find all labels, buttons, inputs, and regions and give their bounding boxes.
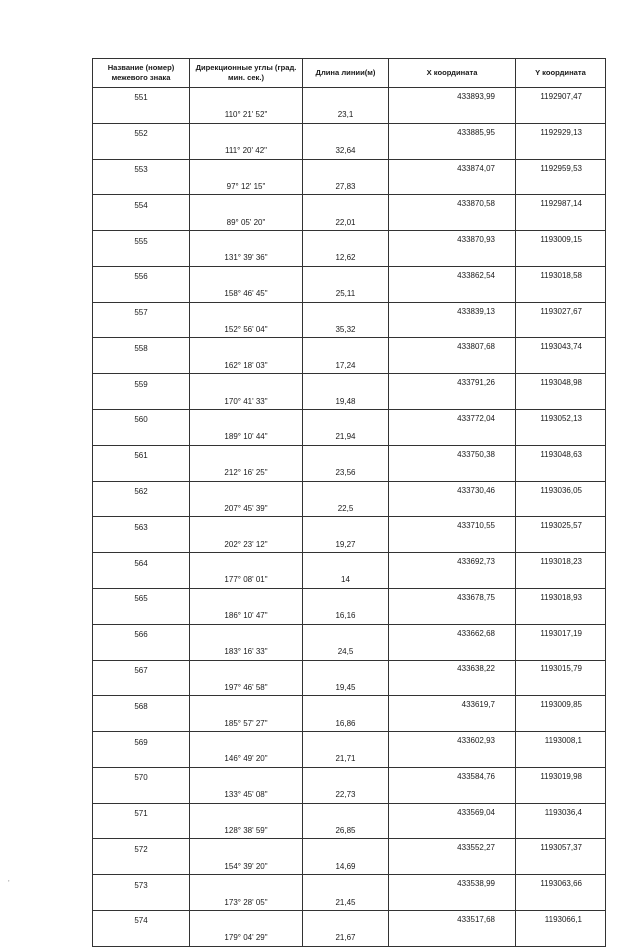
line-length: 25,11 [303, 285, 389, 302]
empty-cell [190, 231, 303, 249]
line-length: 22,5 [303, 499, 389, 516]
empty-cell [516, 893, 606, 910]
empty-cell [389, 249, 516, 266]
empty-cell [516, 392, 606, 409]
y-coordinate: 1192987,14 [516, 195, 606, 213]
empty-cell [303, 88, 389, 106]
table-row [93, 177, 606, 194]
coordinates-sheet [92, 58, 605, 947]
empty-cell [303, 839, 389, 857]
table-row [93, 660, 606, 678]
table-row [93, 714, 606, 731]
empty-cell [389, 285, 516, 302]
y-coordinate: 1193043,74 [516, 338, 606, 356]
empty-cell [303, 588, 389, 606]
empty-cell [516, 356, 606, 373]
empty-cell [389, 356, 516, 373]
table-row [93, 231, 606, 249]
x-coordinate: 433678,75 [389, 588, 516, 606]
y-coordinate: 1193009,15 [516, 231, 606, 249]
empty-cell [93, 857, 190, 874]
mark-name: 563 [93, 517, 190, 535]
empty-cell [93, 893, 190, 910]
empty-cell [190, 123, 303, 141]
empty-cell [516, 571, 606, 588]
empty-cell [303, 803, 389, 821]
table-row [93, 517, 606, 535]
empty-cell [516, 428, 606, 445]
direction-angle: 154° 39' 20" [190, 857, 303, 874]
x-coordinate: 433692,73 [389, 553, 516, 571]
empty-cell [190, 445, 303, 463]
direction-angle: 162° 18' 03" [190, 356, 303, 373]
line-length: 17,24 [303, 356, 389, 373]
y-coordinate: 1192929,13 [516, 123, 606, 141]
header-y: Y координата [516, 59, 606, 88]
empty-cell [93, 356, 190, 373]
line-length: 24,5 [303, 643, 389, 660]
direction-angle: 133° 45' 08" [190, 786, 303, 803]
empty-cell [303, 624, 389, 642]
empty-cell [303, 481, 389, 499]
table-row [93, 195, 606, 213]
mark-name: 566 [93, 624, 190, 642]
empty-cell [93, 929, 190, 946]
table-row [93, 839, 606, 857]
empty-cell [389, 643, 516, 660]
direction-angle: 97° 12' 15" [190, 177, 303, 194]
empty-cell [93, 392, 190, 409]
y-coordinate: 1193048,63 [516, 445, 606, 463]
table-row [93, 929, 606, 946]
mark-name: 558 [93, 338, 190, 356]
line-length: 26,85 [303, 822, 389, 839]
table-row [93, 732, 606, 750]
table-row [93, 285, 606, 302]
x-coordinate: 433750,38 [389, 445, 516, 463]
y-coordinate: 1192907,47 [516, 88, 606, 106]
empty-cell [516, 643, 606, 660]
y-coordinate: 1193066,1 [516, 910, 606, 928]
table-row [93, 213, 606, 230]
empty-cell [190, 588, 303, 606]
mark-name: 554 [93, 195, 190, 213]
empty-cell [93, 786, 190, 803]
empty-cell [516, 714, 606, 731]
empty-cell [516, 929, 606, 946]
header-name: Название (номер) межевого знака [93, 59, 190, 88]
empty-cell [303, 767, 389, 785]
empty-cell [303, 374, 389, 392]
table-row [93, 374, 606, 392]
direction-angle: 179° 04' 29" [190, 929, 303, 946]
direction-angle: 111° 20' 42" [190, 142, 303, 159]
table-row [93, 106, 606, 123]
y-coordinate: 1193018,93 [516, 588, 606, 606]
line-length: 21,94 [303, 428, 389, 445]
table-row [93, 338, 606, 356]
line-length: 23,56 [303, 464, 389, 481]
empty-cell [93, 106, 190, 123]
y-coordinate: 1193048,98 [516, 374, 606, 392]
mark-name: 571 [93, 803, 190, 821]
x-coordinate: 433862,54 [389, 266, 516, 284]
empty-cell [389, 321, 516, 338]
empty-cell [516, 213, 606, 230]
x-coordinate: 433584,76 [389, 767, 516, 785]
direction-angle: 207° 45' 39" [190, 499, 303, 516]
line-length: 23,1 [303, 106, 389, 123]
table-row [93, 624, 606, 642]
empty-cell [190, 553, 303, 571]
line-length: 16,16 [303, 607, 389, 624]
empty-cell [303, 338, 389, 356]
table-row [93, 910, 606, 928]
table-row [93, 875, 606, 893]
x-coordinate: 433552,27 [389, 839, 516, 857]
table-row [93, 553, 606, 571]
line-length: 16,86 [303, 714, 389, 731]
empty-cell [389, 714, 516, 731]
empty-cell [93, 321, 190, 338]
mark-name: 572 [93, 839, 190, 857]
empty-cell [190, 266, 303, 284]
empty-cell [516, 607, 606, 624]
direction-angle: 202° 23' 12" [190, 535, 303, 552]
mark-name: 561 [93, 445, 190, 463]
empty-cell [303, 553, 389, 571]
empty-cell [303, 410, 389, 428]
mark-name: 553 [93, 159, 190, 177]
direction-angle: 131° 39' 36" [190, 249, 303, 266]
empty-cell [190, 839, 303, 857]
empty-cell [190, 767, 303, 785]
empty-cell [516, 285, 606, 302]
empty-cell [93, 499, 190, 516]
table-row [93, 857, 606, 874]
x-coordinate: 433602,93 [389, 732, 516, 750]
mark-name: 560 [93, 410, 190, 428]
mark-name: 569 [93, 732, 190, 750]
header-angles: Дирекционные углы (град. мин. сек.) [190, 59, 303, 88]
y-coordinate: 1193018,23 [516, 553, 606, 571]
x-coordinate: 433772,04 [389, 410, 516, 428]
empty-cell [516, 750, 606, 767]
x-coordinate: 433569,04 [389, 803, 516, 821]
empty-cell [93, 213, 190, 230]
empty-cell [190, 875, 303, 893]
mark-name: 555 [93, 231, 190, 249]
header-length: Длина линии(м) [303, 59, 389, 88]
table-body [93, 88, 606, 947]
y-coordinate: 1193036,4 [516, 803, 606, 821]
table-row [93, 571, 606, 588]
empty-cell [516, 499, 606, 516]
empty-cell [93, 285, 190, 302]
y-coordinate: 1193019,98 [516, 767, 606, 785]
empty-cell [93, 678, 190, 695]
y-coordinate: 1193008,1 [516, 732, 606, 750]
line-length: 21,71 [303, 750, 389, 767]
line-length: 22,73 [303, 786, 389, 803]
empty-cell [190, 374, 303, 392]
empty-cell [516, 535, 606, 552]
empty-cell [389, 822, 516, 839]
mark-name: 574 [93, 910, 190, 928]
empty-cell [93, 249, 190, 266]
empty-cell [389, 499, 516, 516]
empty-cell [190, 732, 303, 750]
empty-cell [389, 929, 516, 946]
line-length: 19,45 [303, 678, 389, 695]
empty-cell [303, 875, 389, 893]
empty-cell [190, 660, 303, 678]
empty-cell [389, 177, 516, 194]
line-length: 27,83 [303, 177, 389, 194]
empty-cell [303, 123, 389, 141]
table-row [93, 123, 606, 141]
direction-angle: 189° 10' 44" [190, 428, 303, 445]
mark-name: 556 [93, 266, 190, 284]
direction-angle: 128° 38' 59" [190, 822, 303, 839]
line-length: 32,64 [303, 142, 389, 159]
table-row [93, 410, 606, 428]
table-row [93, 535, 606, 552]
empty-cell [190, 302, 303, 320]
empty-cell [516, 106, 606, 123]
empty-cell [389, 678, 516, 695]
empty-cell [303, 159, 389, 177]
empty-cell [389, 750, 516, 767]
table-row [93, 643, 606, 660]
table-row [93, 607, 606, 624]
table-row [93, 481, 606, 499]
mark-name: 564 [93, 553, 190, 571]
empty-cell [190, 338, 303, 356]
x-coordinate: 433638,22 [389, 660, 516, 678]
empty-cell [389, 428, 516, 445]
empty-cell [303, 231, 389, 249]
mark-name: 573 [93, 875, 190, 893]
y-coordinate: 1193063,66 [516, 875, 606, 893]
line-length: 22,01 [303, 213, 389, 230]
line-length: 19,27 [303, 535, 389, 552]
x-coordinate: 433538,99 [389, 875, 516, 893]
empty-cell [516, 786, 606, 803]
table-row [93, 249, 606, 266]
empty-cell [389, 571, 516, 588]
direction-angle: 212° 16' 25" [190, 464, 303, 481]
empty-cell [93, 142, 190, 159]
empty-cell [516, 177, 606, 194]
empty-cell [303, 266, 389, 284]
mark-name: 570 [93, 767, 190, 785]
x-coordinate: 433791,26 [389, 374, 516, 392]
table-row [93, 767, 606, 785]
direction-angle: 185° 57' 27" [190, 714, 303, 731]
x-coordinate: 433870,58 [389, 195, 516, 213]
table-header-row [93, 59, 606, 88]
x-coordinate: 433874,07 [389, 159, 516, 177]
mark-name: 562 [93, 481, 190, 499]
table-row [93, 445, 606, 463]
x-coordinate: 433839,13 [389, 302, 516, 320]
mark-name: 557 [93, 302, 190, 320]
table-row [93, 88, 606, 106]
direction-angle: 158° 46' 45" [190, 285, 303, 302]
empty-cell [516, 678, 606, 695]
empty-cell [93, 535, 190, 552]
table-row [93, 786, 606, 803]
empty-cell [389, 106, 516, 123]
line-length: 12,62 [303, 249, 389, 266]
empty-cell [516, 321, 606, 338]
direction-angle: 197° 46' 58" [190, 678, 303, 695]
table-row [93, 499, 606, 516]
x-coordinate: 433885,95 [389, 123, 516, 141]
mark-name: 568 [93, 696, 190, 714]
direction-angle: 173° 28' 05" [190, 893, 303, 910]
empty-cell [93, 571, 190, 588]
empty-cell [190, 517, 303, 535]
direction-angle: 89° 05' 20" [190, 213, 303, 230]
table-row [93, 428, 606, 445]
y-coordinate: 1193057,37 [516, 839, 606, 857]
x-coordinate: 433517,68 [389, 910, 516, 928]
empty-cell [389, 213, 516, 230]
direction-angle: 146° 49' 20" [190, 750, 303, 767]
empty-cell [389, 464, 516, 481]
direction-angle: 183° 16' 33" [190, 643, 303, 660]
mark-name: 559 [93, 374, 190, 392]
mark-name: 567 [93, 660, 190, 678]
y-coordinate: 1193015,79 [516, 660, 606, 678]
table-row [93, 696, 606, 714]
empty-cell [516, 142, 606, 159]
header-x: X координата [389, 59, 516, 88]
y-coordinate: 1193009,85 [516, 696, 606, 714]
y-coordinate: 1193036,05 [516, 481, 606, 499]
y-coordinate: 1193027,67 [516, 302, 606, 320]
table-row [93, 750, 606, 767]
empty-cell [516, 249, 606, 266]
empty-cell [190, 910, 303, 928]
table-row [93, 803, 606, 821]
table-row [93, 266, 606, 284]
empty-cell [303, 696, 389, 714]
y-coordinate: 1193052,13 [516, 410, 606, 428]
table-row [93, 159, 606, 177]
table-row [93, 588, 606, 606]
line-length: 35,32 [303, 321, 389, 338]
mark-name: 565 [93, 588, 190, 606]
table-row [93, 464, 606, 481]
empty-cell [190, 803, 303, 821]
margin-mark: , [8, 877, 10, 883]
line-length: 14,69 [303, 857, 389, 874]
empty-cell [190, 481, 303, 499]
table-row [93, 822, 606, 839]
x-coordinate: 433730,46 [389, 481, 516, 499]
y-coordinate: 1193017,19 [516, 624, 606, 642]
empty-cell [389, 142, 516, 159]
empty-cell [303, 445, 389, 463]
direction-angle: 110° 21' 52" [190, 106, 303, 123]
x-coordinate: 433893,99 [389, 88, 516, 106]
empty-cell [93, 464, 190, 481]
empty-cell [389, 607, 516, 624]
direction-angle: 186° 10' 47" [190, 607, 303, 624]
direction-angle: 152° 56' 04" [190, 321, 303, 338]
x-coordinate: 433870,93 [389, 231, 516, 249]
empty-cell [93, 643, 190, 660]
empty-cell [190, 624, 303, 642]
empty-cell [93, 714, 190, 731]
x-coordinate: 433710,55 [389, 517, 516, 535]
empty-cell [190, 410, 303, 428]
empty-cell [93, 428, 190, 445]
empty-cell [389, 392, 516, 409]
empty-cell [190, 696, 303, 714]
empty-cell [516, 822, 606, 839]
empty-cell [93, 750, 190, 767]
empty-cell [516, 464, 606, 481]
table-row [93, 678, 606, 695]
table-row [93, 321, 606, 338]
empty-cell [303, 660, 389, 678]
empty-cell [389, 786, 516, 803]
empty-cell [389, 893, 516, 910]
y-coordinate: 1192959,53 [516, 159, 606, 177]
table-row [93, 356, 606, 373]
empty-cell [93, 177, 190, 194]
empty-cell [303, 517, 389, 535]
empty-cell [389, 535, 516, 552]
empty-cell [303, 732, 389, 750]
x-coordinate: 433807,68 [389, 338, 516, 356]
empty-cell [303, 195, 389, 213]
empty-cell [516, 857, 606, 874]
y-coordinate: 1193025,57 [516, 517, 606, 535]
line-length: 21,45 [303, 893, 389, 910]
line-length: 19,48 [303, 392, 389, 409]
empty-cell [303, 910, 389, 928]
mark-name: 552 [93, 123, 190, 141]
empty-cell [190, 159, 303, 177]
table-row [93, 142, 606, 159]
direction-angle: 170° 41' 33" [190, 392, 303, 409]
empty-cell [190, 195, 303, 213]
empty-cell [389, 857, 516, 874]
y-coordinate: 1193018,58 [516, 266, 606, 284]
table-row [93, 302, 606, 320]
table-row [93, 392, 606, 409]
direction-angle: 177° 08' 01" [190, 571, 303, 588]
empty-cell [93, 822, 190, 839]
boundary-marks-table [92, 58, 606, 947]
line-length: 21,67 [303, 929, 389, 946]
empty-cell [93, 607, 190, 624]
empty-cell [190, 88, 303, 106]
empty-cell [303, 302, 389, 320]
x-coordinate: 433662,68 [389, 624, 516, 642]
mark-name: 551 [93, 88, 190, 106]
x-coordinate: 433619,7 [389, 696, 516, 714]
table-row [93, 893, 606, 910]
line-length: 14 [303, 571, 389, 588]
